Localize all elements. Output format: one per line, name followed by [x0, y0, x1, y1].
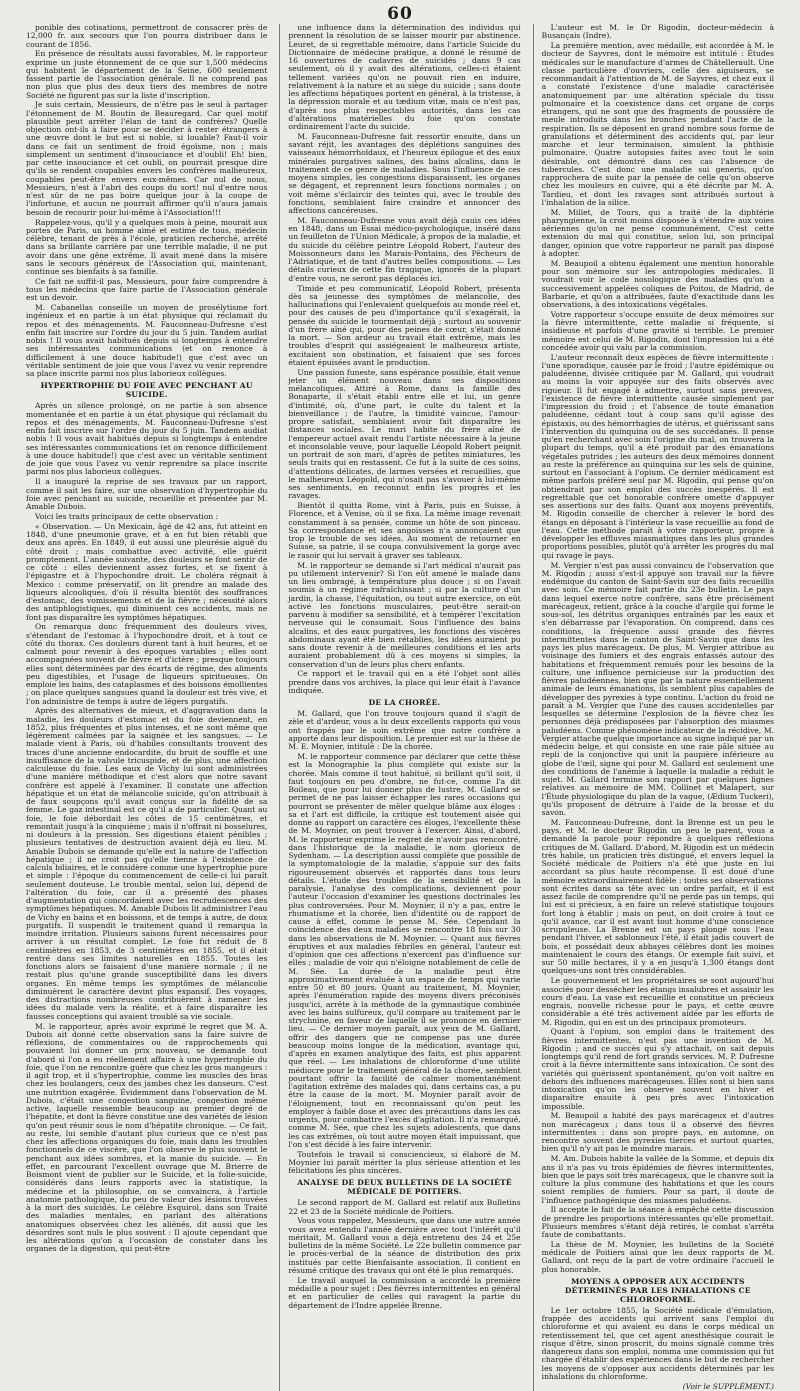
paragraph: Quant à l'opium, son emploi dans le traitement des fièvres intermittentes, n'est pas une invention de M. Rigodin ; and ce succès qui s'y attachait, on sait depuis longtemps qu'il rend de fort grands services. M. P. Dufresne croit à la fièvre intermittente sans intoxication. Ce sont des variétés qui guérissent spontanément, qu'on voit naître en dehors des influences marécageuses. Elles sont si bien sans intoxication qu'on les observe souvent en hiver et disparaître ensuite à peu près avec l'intoxication impossible. — [541, 1027, 774, 1111]
paragraph: Timide et peu communicatif, Léopold Robert, présenta dès sa jeunesse des symptômes de mélancolie, des hallucinations qui l'enlevaient quelquefois au monde réel et, pour des causes de peu d'importance qu'il s'exagérait, la pensée du suicide le tourmentait déjà ; surtout au souvenir d'un frère aîné qui, pour des peines de cœur, s'était donné la mort. — Son ardeur au travail était extrême, mais les troubles d'esprit qui assiégeaient le malheureux artiste, excitaient son obstination, et faisaient que ses forces étaient épuisées avant le production. — [288, 283, 521, 367]
paragraph: On remarqua donc fréquemment des douleurs vives, s'étendant de l'estomac à l'hypochondre droit, et à tout ce côté du thorax. Ces douleurs durent tant à huit heures, et se calment pour revenir à des époques variables ; elles sont accompagnées souvent de fièvre et d'ictère ; presque toujours elles sont déterminées par des écarts de régime, des aliments peu digestibles, et l'usage de liqueurs spiritueuses. On emploie les bains, des cataplasmes et des boissons émollientes ; on place quelques sangsues quand la douleur est très vive, et l'on administre de temps à autre de légers purgatifs. — [26, 622, 268, 706]
paragraph: M. Vergier n'est pas aussi convaincu de l'observation que M. Rigodin ; aussi s'est-il appuyé son travail sur la fièvre endémique du canton de Saint-Savin sur des faits recueillis avec soin. Ce mémoire fait partie du 23e bulletin. Le pays dans lequel exerce notre confrère, sans être précisément marécageux, retient, grâce à la couche d'argile qui forme le sous-sol, les détritus organiques entraînés par les eaux et s'en débarrasse par l'évaporation. On comprend, dans ces conditions, la fréquence aussi grande des fièvres intermittentes dans le canton de Saint-Savin que dans les pays les plus marécageux. De plus, M. Vergier attribue au voisinage des fumiers et des engrais entassés autour des habitations et fréquemment remués pour les besoins de la culture, une influence pernicieuse sur la production des fièvres paludéennes, bien que par la nature essentiellement animale de leurs émanations, ils semblent plus capables de développer des pyrexies à type continu. L'action du froid ne paraît à M. Vergier que l'une des causes accidentelles par lesquelles se détermine l'explosion de la fièvre chez les personnes déjà prédisposées par l'absorption des miasmes paludéens. Comme phénomène indicateur de la récidive, M. Vergier attache quelque importance au signe indiqué par un médecin belge, et qui consiste en une raie pâle située au repli de la conjonctive qui unit la paupière inférieure au globe de l'œil, signe qui pour M. Gallard est seulement une des conditions de l'anémie à laquelle la maladie a réduit le sujet. M. Gallard termine son rapport par quelques lignes relatives au mémoire de MM. Collinet et Malapert, sur l'Étude physiologique du plan de la vague, (Ædium Tuckeri), qu'ils proposent de détruire à l'aide de la brosse et du savon. — [541, 560, 774, 818]
paragraph: « Observation. — Un Mexicain, âgé de 42 ans, fut atteint en 1848, d'une pneumonie grave, et à en fut bien rétabli que deux ans après. En 1849, il eut aussi une pleurésie aiguë du côté droit ; mais combattue avec activité, elle guérit promptement. L'année suivante, des douleurs se font sentir de ce côté : elles deviennent assez fortes, et se fixent à l'épigastre et à l'hypochondre droit. Le choléra régnait à Mexico : comme préservatif, on lit prendre au malade des liqueurs alcooliques, d'où il résulta bientôt des souffrances d'estomac, des vomissements et de la fièvre ; nécessité alors des antiphlogistiques, qui diminuent ces accidents, mais ne font pas disparaître les symptômes hépatiques. — [26, 521, 268, 622]
text-columns — [26, 23, 774, 1391]
paragraph: M. Gallard, que l'on trouve toujours quand il s'agit de zèle et d'ardeur, vous a lu deux excellents rapports qui vous ont frappés par le soin extrême que notre confrère a apporté dans leur disposition. Le premier est sur la thèse de M. E. Moynier, intitulé : De la chorée. — [288, 709, 521, 752]
paragraph: ponible des cotisations, permettront de consacrer près de 12,000 fr. aux secours que l'on pourra distribuer dans le courant de 1856. — [26, 23, 268, 49]
paragraph: Le 1er octobre 1855, la Société médicale d'émulation, frappée des accidents qui arrivent sans l'emploi du chloroforme et qui avaient eu dans le corps médical un retentissement tel, que cet agent anesthésique courait le risque d'être, sinon proscrit, du moins signalé comme très dangereux dans son emploi, nomma une commission qui fut chargée d'établir des expériences dans le but de rechercher les moyens de s'opposer aux accidents déterminés par les inhalations du chloroforme. — [541, 1305, 774, 1381]
paragraph: M. le rapporteur commence par déclarer que cette thèse est la Monographie la plus complète qui existe sur la chorée. Mais comme il tout habitué, si brillant qu'il soit, il faut toujours en peu d'ombre, ne fut-ce, comme l'a dit Boileau, que pour lui donner plus de lustre, M. Gallard se permet de ne pas laisser échapper les rares occasions qui pourront se présenter de mêler quelque blâme aux éloges : sa et l'art est difficile, la critique est toutement aisée qui donne au rapport un caractère ces éloges, l'excellente thèse de M. Moynier, on peut trouver à l'exercer. Ainsi, d'abord, M. le rapporteur exprime le regret de n'avoir pas rencontré, dans l'historique de la maladie, le nom glorieux de Sydenham. — La description aussi complète que possible de la symptomatologie de la maladie, s'appuie sur des faits rigoureusement observés et rapportés dans tous leurs détails. L'étude des troubles de la sensibilité et de la paralysie, l'analyse des complications, deviennent pour l'auteur l'occasion d'examiner les questions doctrinales les plus controversées. Pour M. Moynier, il n'y a pas, entre le rhumatisme et la chorée, lien d'identité ou de rapport de cause à effet, comme le pense M. Sée. Cependant la coïncidence des deux maladies se rencontre 18 fois sur 30 dans les observations de M. Moynier. — Quant aux fièvres éruptives et aux maladies fébriles en général, l'auteur est d'opinion que ces affections n'exercent pas d'influence sur elles ; maladie de voir qui n'éloigne notablement de celle de M. Sée. La durée de la maladie peut être approximativement évaluée à un espace de temps qui varie entre 50 et 80 jours. Quant au traitement, M. Moynier, après l'énumération rapide des moyens divers préconisés jusqu'ici, arrête à la méthode de la gymnastique combinée avec les bains sulfureux, qu'il compare au traitement par le strychnine, en faveur de laquelle il se prononce en dernier lieu. — Ce dernier moyen paraît, aux yeux de M. Gallard, offrir des dangers que ne compense pas une durée beaucoup moins longue de la médication, avantage qui, d'après en examen analytique des faits, est plus apparent que réel. — Les inhalations de chloroforme d'une utilité médiocre pour le traitement général de la chorée, semblent pourtant offrir la facilité de calmer momentanément l'agitation extrême des malades qui, dans certains cas, a pu être la cause de la mort. M. Moynier paraît avoir de l'éloignement, tout en reconnaissant qu'on peut les employer à faible dose et avec des précautions dans les cas urgents, pour combattre l'excès d'agitation. Il n'a remarqué, comme M. Sée, que chez les sujets adolescents, que dans les cas extrêmes, où tout autre moyen était impuissant, que l'on s'est décidé à les faire intervenir. — [288, 752, 521, 1149]
continuation-note: (Voir le SUPPLÉMENT.) — [682, 1381, 774, 1391]
paragraph: Ce rapport et le travail qui en a été l'objet sont allés prendre dans vos archives, la place qui leur était à l'avance indiquée. — [288, 669, 521, 695]
paragraph: Bientôt il quitta Rome, vint à Paris, puis en Suisse, à Florence, et à Venise, où il se fixa. La même image revenait constamment à sa pensée, comme un hôte de son pinceau. Sa correspondance et ses angoisses n'a annonçaient que trop le trouble de ses idées. Au moment de retourner en Suisse, sa patrie, il se coupa convulsivement la gorge avec le rasoir qui lui servait à graver ses tableaux. — [288, 501, 521, 560]
paragraph: L'auteur est M. le Dr Rigodin, docteur-médecin à Busançais (Indre). — [541, 23, 774, 41]
section-heading: DE LA CHORÉE. — [368, 698, 441, 708]
paragraph: M. le rapporteur, après avoir exprimé le regret que M. A. Dubois ait donné cette observation sans la faire suivre de réflexions, de commentaires ou de rapprochements qui pouvaient lui donner un prix nouveau, se demande tout d'abord si l'on a eu réellement affaire à une hypertrophie du foie, que l'on ne rencontre guère que chez les gros mangeurs : il agit trop, et il s'hypertrophie, comme les muscles des bras chez les boulangers, ceux des jambes chez les danseurs. C'est une nutrition exagérée. Évidemment dans l'observation de M. Dubois, c'était une congestion sanguine, congestion même active, laquelle ressemble beaucoup au premier degré de l'hépatite, et dont la fièvre constitue une des variétés de lésion qu'on peut réunir sous le nom d'hépatite chronique. — Ce fait, au reste, lui semble d'autant plus curieux que ce n'est pas chez les affections organiques du foie, mais dans les troubles fonctionnels de ce viscère, que l'on observe le plus souvent le penchant aux idées sombres, et la manie du suicide. — En effet, en parcourant l'excellent ouvrage que M. Brierre de Boismont vient de publier sur le Suicide, et la folie-suicide, considérés dans leurs rapports avec la statistique, la médecine et la philosophie, on se convaincra, à l'article anatomie pathologique, du peu de valeur des lésions trouvées à la mort des suicidés. Le célèbre Esquirol, dans son Traité des maladies mentales, en parlant des altérations anatomiques observées chez les aliénés, dit aussi que les désordres sont nuls le plus souvent : Il ajoute cependant que les altérations qu'on a l'occasion de constater dans les organes de la digestion, qui peut-être — [26, 1021, 268, 1254]
paragraph: M. le rapporteur se demande si l'art médical n'aurait pas pu utilement intervenir? Si l'on eût amené le malade dans un lieu ombragé, à température plus douce ; si on l'avait soumis à un régime rafraîchissant ; si par la culture d'un jardin, la chasse, l'équitation, ou tout autre exercice, on eût activé les fonctions musculaires, peut-être serait-on parvenu à modifier sa sensibilité, et à tempérer l'excitation nerveuse qui le consumait. Sous l'influence des bains alcalins, et des eaux purgatives, les fonctions des viscères abdominaux ayant été bien rétablies, les idées auraient pu sans doute revenir à de meilleures conditions et les arts auraient probablement dû à ces moyens si simples, la conservation d'un de leurs plus chers enfants. — [288, 560, 521, 669]
paragraph: Le second rapport de M. Gallard est relatif aux Bulletins 22 et 23 de la Société médicale de Poitiers. — [288, 1198, 521, 1216]
paragraph: M. Am. Dubois habite la vallée de la Somme, et depuis dix ans il n'a pas vu trois épidémies de fièvres intermittentes, bien que le pays soit très marécageux, que le chanvre soit la culture la plus commune des habitations et que les cours soient remplies de fumiers. Pour sa part, il doute de l'influence pathogénique des miasmes paludéens. — [541, 1154, 774, 1205]
page-number: 60 — [387, 4, 413, 24]
paragraph: Une passion funeste, sans espérance possible, était venue jeter un élément nouveau dans ses dispositions mélancoliques. Attiré à Rome, dans la famille des Bonaparte, il s'était établi entre elle et lui, un genre d'intimité, où, d'une part, le culte du talent et la bienveillance ; de l'autre, la timidité vaincue, l'amour-propre satisfait, semblaient avoir fait disparaître les distances sociales. Le mari habite du frère aîné de l'empereur actuel avait rendu l'artiste nécessaire à la jeune et inconsolable veuve, pour laquelle Léopold Robert peignit un portrait de son mari, d'après de petites miniatures, les seuls traits qui en restassent. Ce fut à la suite de ces soins, d'attentions délicates, de larmes versées et recueillies, que le malheureux Léopold, qui n'osait pas s'avouer à lui-même ses sentiments, en reconnut enfin les progrès et les ravages. — [288, 367, 521, 501]
paragraph: M. Fauconneau-Dufresne, dont la Brenne est un peu le pays, et M. le docteur Rigodin un peu le parent, vous a demandé la parole pour répondre à quelques réflexions critiques de M. Gallard. D'abord, M. Rigodin est un médecin très habile, un praticien très distingué, et envers lequel la Société médicale de Poitiers n'a été que juste en lui accordant sa plus haute récompense. Il est doué d'une mémoire extraordinairement fidèle : toutes ses observations sont écrites dans sa tête avec un ordre parfait, et il est assez facile de comprendre qu'il ne perde pas un temps, qui lui est si précieux, à en faire un relevé statistique toujours fort long à établir ; mais on peut, on doit croire à tout ce qu'il avance, car il est avant tout homme d'une conscience scrupuleuse. La Brenne est un pays plongé sous l'eau pendant l'hiver, et sablonneux l'été, il était jadis couvert de bois, et possédait deux abbayes célèbres dont les moines maintenaient le cours des étangs. Or exemple fait suivi, et sur 50 mille hectares, il y a en jusqu'à 1,300 étangs dont quelques-uns sont très considérables. — [541, 817, 774, 976]
paragraph: Vous vous rappelez, Messieurs, que dans une autre année vous avez entendu l'année dernière avec tout l'intérêt qu'il méritait, M. Gallard vous a déjà entretenu des 24 et 25e bulletins de la même Société. Le 22e bulletin commence par le procès-verbal de la séance de distribution des prix institués par cette Bienfaisante association. Il contient en résumé critique des travaux qui ont été le plus remarqués. — [288, 1216, 521, 1275]
section-heading: MOYENS A OPPOSER AUX ACCIDENTS DÉTERMINÉS PAR LES INHALATIONS CE CHLOROFORME. — [564, 1276, 751, 1304]
paragraph: Voici les traits principaux de cette observation : — [35, 511, 219, 521]
paragraph: Il accepte le fait de la séance à empêché cette discussion de prendre les proportions intéressantes qu'elle promettait. Plusieurs membres s'étant déjà retirés, le combat s'arrêta faute de combattants. — [541, 1205, 774, 1240]
paragraph: En présence de résultats aussi favorables, M. le rapporteur exprime un juste étonnement de ce que sur 1,500 médecins qui habitent le département de la Seine, 600 seulement fassent partie de l'association générale. Il ne comprend pas non plus que plus des deux tiers des membres de notre Société ne figurent pas sur la liste d'inscription. — [26, 49, 268, 100]
paragraph: M. Beaupoil a habité des pays marécageux et d'autres non marécageux ; dans tous il a observé des fièvres intermittentes : dans son propre pays, en automne, on rencontre souvent des pyrexies tierces et surtout quartes, bien qu'il n'y ait pas le moindre marais. — [541, 1111, 774, 1154]
paragraph: M. Millet, de Tours, qui a traité de la diphtérie pharyngienne, la croit moins disposée à s'étendre aux voies aériennes qu'on ne pense communément. C'est cette extension du mal qui constitue, selon lui, son principal danger, opinion que votre rapporteur ne paraît pas disposé à adopter. — [541, 207, 774, 258]
paragraph: M. Fauconneau-Dufresne vous avait déjà cauis ces idées en 1848, dans un Essai médico-psychologique, inséré dans un feuilleton de l'Union Médicale, à propos de la maladie, et du suicide du célèbre peintre Léopold Robert, l'auteur des Moissonneurs dans les Marais-Pontains, des Pêcheurs de l'Adriatique, et de tant d'autres belles compositions. — Les détails curieux de cette fin tragique, ignorés de la plupart d'entre vous, ne seront pas déplacés ici. — [288, 215, 521, 283]
paragraph: Rappelez-vous, qu'il y a quelques mois à peine, mourait aux portes de Paris, un homme aimé et estimé de tous, médecin célèbre, tenant de près à l'école, praticien recherché, arrêté dans sa brillante carrière par une terrible maladie, il ne put avoir dans une gêne extrême. Il avait mené dans la misère sans le secours généreux de l'Association qui, maintenant, continue ses bienfaits à sa famille. — [26, 217, 268, 277]
paragraph: Je suis certain, Messieurs, de n'être pas le seul à partager l'étonnement de M. Boutin de Beauregard. Car quel motif plausible peut arrêter l'élan de tant de confrères? Quelle objection ont-ils à faire pour se décider à rester étrangers à une œuvre dont le but est si noble, si louable? Faut-il voir dans ce fait un sentiment de froid égoïsme, non ; mais simplement un sentiment d'insouciance et d'oubli! Eh! bien, par cette insouciance et cet oubli, on pourrait presque dire qu'ils se rendent coupables envers les confrères malheureux, coupables peut-être envers eux-mêmes. Car nul de nous, Messieurs, n'est à l'abri des coups du sort! nul d'entre nous n'est sûr de ne pas boire quelque jour à la coupe de l'infortune, et aucun ne pourrait affirmer qu'il n'aura jamais besoin de recourir pour lui-même à l'Association!!! — [26, 100, 268, 217]
column-3 — [533, 24, 774, 1391]
paragraph: La thèse de M. Moynier, les bulletins de la Société médicale de Poitiers ainsi que les deux rapports de M. Gallard, ont reçu de la part de votre ordinaire l'accueil le plus honorable. — [541, 1239, 774, 1274]
paragraph: Votre rapporteur s'occupe ensuite de deux mémoires sur la fièvre intermittente, cette maladie si fréquente, si insidieuse et parfois d'une gravité si terrible. Le premier mémoire est celui de M. Rigodin, dont l'impression lui a été concédée avoir qui valu par la commission. — [541, 309, 774, 352]
section-heading: HYPERTROPHIE DU FOIE AVEC PENCHANT AU SUICIDE. — [40, 381, 253, 400]
paragraph: Le travail auquel la commission a accordé la première médaille a pour sujet : Des fièvres intermittentes en général et en particulier de celles qui ravagent la partie du département de l'Indre appelée Brenne. — [288, 1275, 521, 1310]
paragraph: Le gouvernement et les propriétaires se sont aujourd'hui associés pour dessécher les étangs insalubres et assainir les cours d'eau. La vase est recueillie et constitue un précieux engrais, nouvelle richesse pour le pays, et cette œuvre considérable a été très activement aidée par les efforts de M. Rigodin, qui en est un des principaux promoteurs. — [541, 976, 774, 1027]
paragraph: Ce fait ne suffit-il pas, Messieurs, pour faire comprendre à tous les médecins que faire partie de l'Association générale est un devoir. — [26, 276, 268, 303]
paragraph: Après des alternatives de mieux, et d'aggravation dans la maladie, les douleurs d'estomac et du foie deviennent, en 1852, plus fréquentes et plus intenses, et ne sont même que légèrement calmées par la saignée et les sangsues. — Le malade vient à Paris, où d'habiles consultants trouvent des traces d'une ancienne endocardite, du bruit de souffle et une insuffisance de la valvule tricuspide, et de plus, une affection calculeuse du foie. Les eaux de Vichy lui sont administrées d'une manière méthodique et c'est alors que notre savant confrère est appelé à l'examiner. Il constate une affection hépatique et un état de mélancolie suicide, qu'on attribuait à de faux soupçons qu'il avait conçus sur la fidélité de sa femme. Le gaz intestinal est ce qu'il a de particulier. Quant au foie, le foie débordait les côtes de 15 centimètres, et remontait jusqu'à la cinquième ; mais il n'offrait ni bosselures, ni douleurs à la pression. Ses digestions étaient pénibles ; plusieurs tentatives de destruction avaient déjà eu lieu. M. Amable Dubois se demande qu'elle est la nature de l'affection hépatique ; il ne croit pas qu'elle tienne à l'existence de calculs biliaires, et le considère comme une hypertrophie pure et simple : l'époque du commencement de celle-ci lui paraît seulement douteuse. Le trouble mental, selon lui, dépend de l'altération du foie, car il a présenté des phases d'augmentation qui concordaient avec les recrudescences des symptômes hépatiques. M. Amable Dubois lit administrer l'eau de Vichy en bains et en boissons, et de temps à autre, de doux purgatifs. Il suspendit le traitement quand il remarqua la moindre irritation. Plusieurs saisons furent nécessaires pour arriver à un résultat complet. Le foie fut réduit de 8 centimètres en 1853, de 3 centimètres en 1855, et il était rentré dans ses limites naturelles en 1855. Toutes les fonctions alors se faisaient d'une manière normale ; il ne restait plus qu'une grande susceptibilité dans les divers organes. En même temps les symptômes de mélancolie diminuèrent le caractère devint plus expansif. Des voyages, des distractions nombreuses contribuèrent à ramener les idées du malade vers la réalité, et à faire disparaître les fausses conceptions qui avaient troublé sa vie sociale. — [26, 706, 268, 1021]
paragraph: L'auteur reconnaît deux espèces de fièvre intermittente : l'une sporadique, causée par le froid ; l'autre épidémique ou paludéenne, divisée critiquée par M. Gallard, qui voudrait au moins la voir appuyée sur des faits observés avec rigueur. Il fut engagé à admettre, surtout sans preuves, l'existence de fièvre intermittente causée simplement par l'impression du froid ; et l'absence de toute émanation paludéenne, cédant tout à coup sans qu'il agisse des épistaxis, ou des hémorrhagies de utérus, et guérissant sans l'intervention du quinquina ou de ses succédanés. Il pense qu'en recherchant avec soin l'origine du mal, on trouvera la plupart du temps, qu'il a été produit par des émanations végétales putrides ; les auteurs des deux mémoires donnent au reste la préférence au quinquina sur les sels de quinine, surtout en l'associant à l'opium. Ce dernier médicament est même parfois préféré seul par M. Rigodin, qui pense qu'on obtiendrait par son emploi des succès inespérés. Il est regrettable que cet honorable confrère omette d'appuyer ses assertions sur des faits. Quant aux moyens préventifs, M. Rigodin conseille de chercher à relever le bord des étangs en déposant à l'intérieur la vase recueillie au fond de l'eau. Cette méthode paraît à votre rapporteur, propre à développer les effluves miasmatiques dans les plus grandes proportions possibles, plutôt qu'à arrêter les progrès du mal qui ravage le pays. — [541, 352, 774, 560]
paragraph: M. Fauconneau-Dufresne fait ressortir ensuite, dans un savant réjit, les avantages des déplétions sanguines des vaisseaux hémorrhoïdaux, et l'heureux épilogue et des eaux minérales purgatives salines, des bains alcalins, dans le traitement de ce genre de maladies. Sous l'influence de ces moyens simples, les congestions disparaissent, les organes se dégagent, et reprennent leurs fonctions normales ; on voit même s'éclaircir des teintes qui, avec le trouble des fonctions, semblaient faire craindre et annoncer des affections cancéreuses. — [288, 131, 521, 216]
paragraph: une influence dans la détermination des individus qui prennent la résolution de se laisser mourir par abstinence. Leuret, de si regrettable mémoire, dans l'article Suicide du Dictionnaire de médecine pratique, a donné le résumé de 16 ouvertures de cadavres de suicidés ; dans 9 cas seulement, où il y avait des altérations, celles-ci étaient tellement variées qu'on ne pouvait rien en induire, relativement à la nature et au siège du suicide ; sans doute les affections hépatiques portent en général, à la tristesse, à la dépression morale et au tædium vitæ, mais ce n'est pas, d'après nos plus respectables autorités, dans les cas d'altérations matérielles du foie qu'on constate ordinairement l'acte du suicide. — [288, 23, 521, 131]
paragraph: Toutefois le travail si consciencieux, si élaboré de M. Moynier lui paraît mériter la plus sérieuse attention et les félicitations les plus sincères. — [288, 1149, 521, 1176]
paragraph: M. Cabanellas conseille un moyen de prosélytisme fort ingénieux et en partie à un état physique qui réclamait du repos et des ménagements. M. Fauconneau-Dufresne s'est enfin fait inscrire sur l'ordre du jour du 5 juin. Tandem audiat nobis ! Il vous avait habitués depuis si longtemps à entendre ses intéressantes communications (et on renonce à difficilement à une douce habitude!) que c'est avec un véritable sentiment de joie que vous l'avez vu venir reprendre sa place inscrite parmi nos plus laborieux collègues. — [26, 303, 268, 379]
paragraph: Il a inauguré la reprise de ses travaux par un rapport, comme il sait les faire, sur une observation d'hypertrophie du foie avec penchant au suicide, recueillie et présentée par M. Amable Dubois. — [26, 477, 268, 512]
section-heading: ANALYSE DE DEUX BULLETINS DE LA SOCIÉTÉ MÉDICALE DE POITIERS. — [297, 1178, 512, 1197]
paragraph: La première mention, avec médaille, est accordée à M. le docteur de Sayvres, dont le mémoire est intitulé : Études médicales sur le manufacture d'armes de Châtellerault. Une classe particulière d'ouvriers, celle des aiguiseurs, se recommandait à l'attention de M. de Sayvres, et chez eux il a constaté l'existence d'une maladie caractérisée anatomiquement par une altération spéciale du tissu pulmonaire et la coexistence dans cet organe de corps étrangers, qui ne sont que des fragments de poussière de meule introduits dans les bronches pendant l'acte de la respiration. Ils se déposent en grand nombre sous forme de granulations et déterminent des accidents qui, par leur marche et leur terminaison, simulent la phthisie pulmonaire. Quatre autopsies faites avec tout le soin désirable, ont démontré dans ces cas l'absence de tubercules. C'est donc une maladie sui generis, qu'on rapprochera de suite par la pensée de celle qu'on observe chez les mouleurs en cuivre, qui a été décrite par M. A. Tardieu, et dont les ravages sont attribués surtout à l'inhalation de la silice. — [541, 41, 774, 207]
column-1 — [26, 24, 267, 1391]
paragraph: Après un silence prolongé, on ne partie à son absence momentanée et en partie à un état physique qui réclamait du repos et des ménagements, M. Fauconneau-Dufresne s'est enfin fait inscrire sur l'ordre du jour du 5 juin. Tandem audiat nobis ! Il vous avait habitués depuis si longtemps à entendre ses intéressantes communications (et on renonce difficilement à une douce habitude!) que c'est avec un véritable sentiment de joie que vous l'avez vu venir reprendre sa place inscrite parmi nos plus laborieux collègues. — [26, 401, 268, 477]
column-2 — [279, 24, 520, 1391]
paragraph: M. Beaupoil a obtenu également une mention honorable pour son mémoire sur les antropologies médicales. Il voudrait voir le code nosologique des maladies qu'on a successivement appelées coliques de Poitou, de Madrid, de Barbarie, et qu'on a attribuées, faute d'exactitude dans les observations, à des intoxications végétales. — [541, 258, 774, 310]
